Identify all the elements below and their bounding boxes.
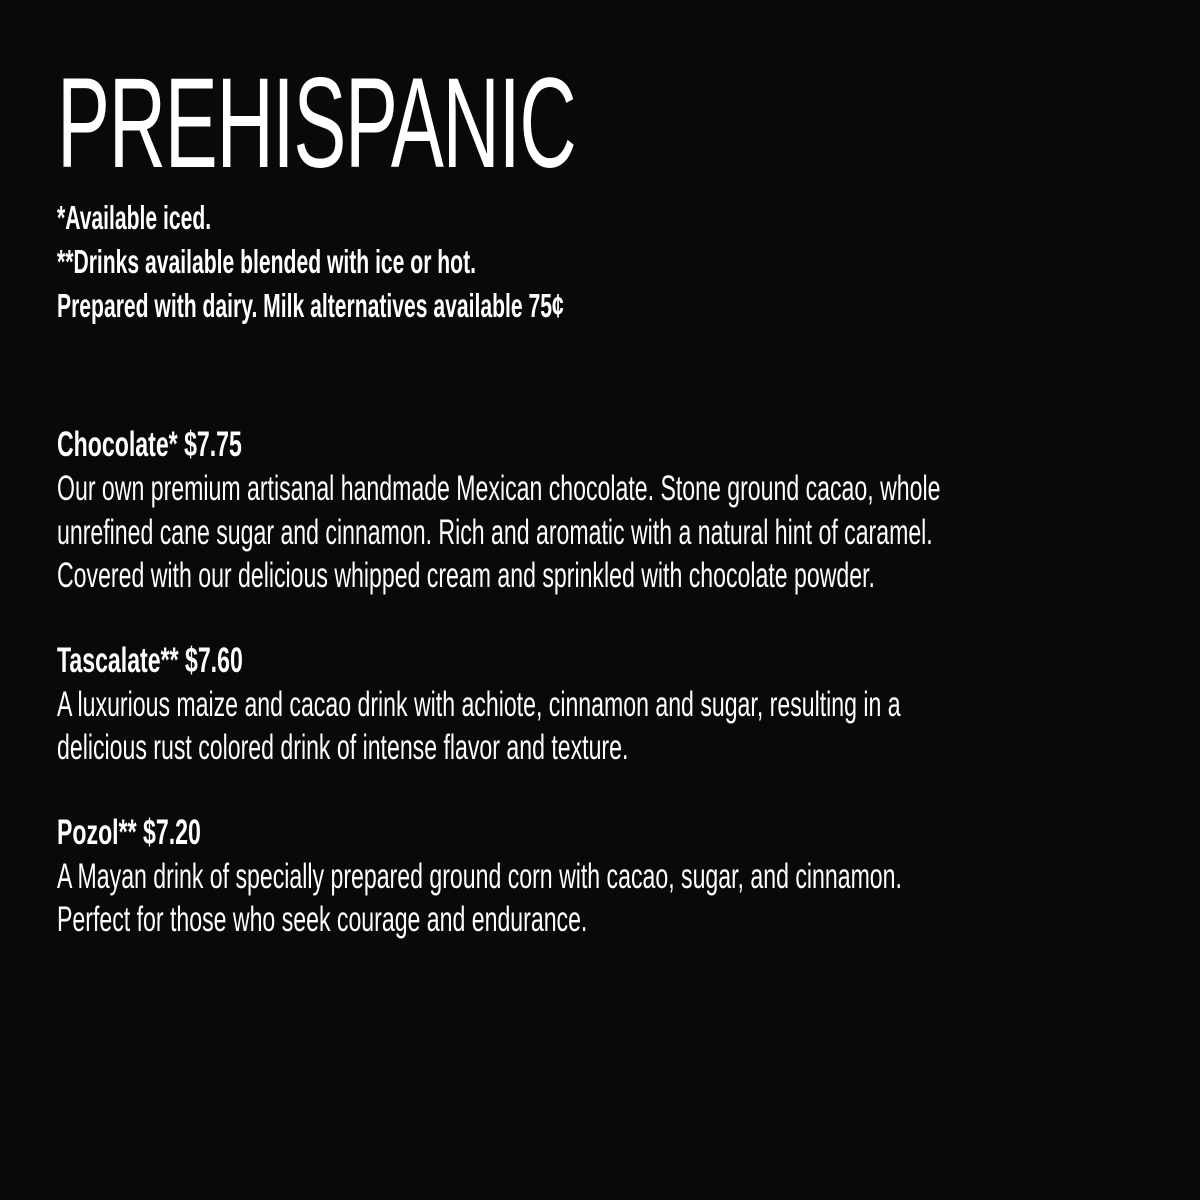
note-blended: **Drinks available blended with ice or hot. [57,243,476,280]
item-description-line: A luxurious maize and cacao drink with achiote, cinnamon and sugar, resulting in a [57,684,901,724]
menu-notes [57,196,1157,328]
item-heading: Tascalate** $7.60 [57,640,243,680]
menu-item-pozol [57,811,1157,942]
menu-title: PREHISPANIC [57,52,576,195]
item-description-line: Our own premium artisanal handmade Mexican chocolate. Stone ground cacao, whole [57,469,941,508]
menu-item-chocolate [57,423,1157,598]
item-description-line: Perfect for those who seek courage and endurance. [57,900,588,939]
item-description-line: Covered with our delicious whipped cream and sprinkled with chocolate powder. [57,556,875,595]
note-dairy: Prepared with dairy. Milk alternatives available 75¢ [57,287,564,324]
menu-page [57,52,1157,983]
menu-item-tascalate [57,639,1157,770]
item-description-line: delicious rust colored drink of intense flavor and texture. [57,728,629,767]
item-description-line: unrefined cane sugar and cinnamon. Rich and aromatic with a natural hint of caramel. [57,512,933,552]
item-heading: Pozol** $7.20 [57,812,201,852]
item-heading: Chocolate* $7.75 [57,425,242,464]
note-iced: *Available iced. [57,199,212,236]
item-description-line: A Mayan drink of specially prepared ground corn with cacao, sugar, and cinnamon. [57,856,902,896]
menu-items [57,423,1157,942]
